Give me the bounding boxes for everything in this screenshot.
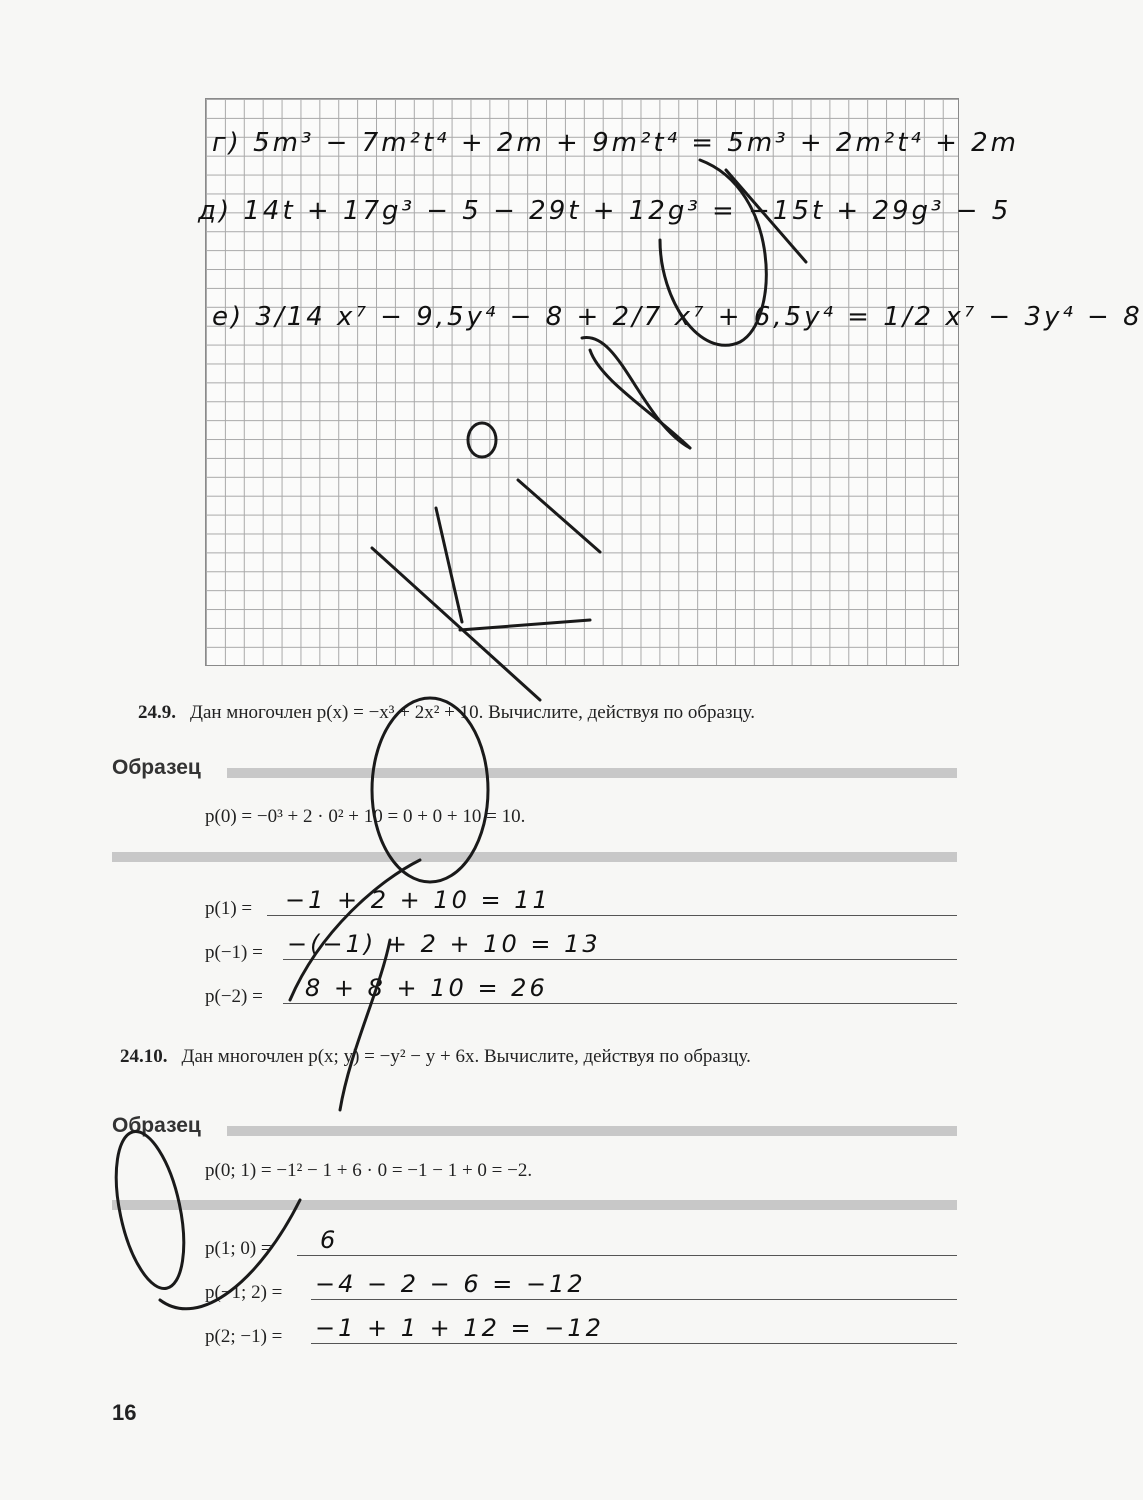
answer-prompt: p(2; −1) = [205,1326,283,1347]
answer-row [205,974,957,1008]
sample-header-24-10 [112,1114,957,1144]
answer-prompt: p(−1; 2) = [205,1282,283,1303]
sample-label: Образец [112,1114,201,1137]
task-text: Дан многочлен p(x) = −x³ + 2x² + 10. Вычислите, действуя по образцу. [190,702,755,723]
answer-row [205,1270,957,1304]
answer-line[interactable] [283,1003,957,1004]
answer-line[interactable] [283,959,957,960]
answer-row [205,1314,957,1348]
answer-row [205,930,957,964]
sample-separator [112,852,957,862]
sample-separator [112,1200,957,1210]
grid-line-g: г) 5m³ − 7m²t⁴ + 2m + 9m²t⁴ = 5m³ + 2m²t⁴ + 2m [212,128,1020,158]
answer-handwritten: −1 + 2 + 10 = 11 [285,886,551,914]
page-number: 16 [112,1400,137,1425]
sample-bar [227,768,957,778]
grid-line-e: е) 3/14 x⁷ − 9,5y⁴ − 8 + 2/7 x⁷ + 6,5y⁴ = 1/2 x⁷ − 3y⁴ − 8 [212,302,1143,332]
task-text: Дан многочлен p(x; y) = −y² − y + 6x. Вычислите, действуя по образцу. [181,1046,751,1067]
answer-prompt: p(1) = [205,898,253,919]
answer-handwritten: 6 [320,1226,339,1254]
sample-24-9: p(0) = −0³ + 2 · 0² + 10 = 0 + 0 + 10 = 10. [205,806,526,827]
answer-prompt: p(1; 0) = [205,1238,272,1259]
sample-24-10: p(0; 1) = −1² − 1 + 6 · 0 = −1 − 1 + 0 = −2. [205,1160,533,1181]
answer-line[interactable] [311,1299,957,1300]
answer-row [205,1226,957,1260]
answer-handwritten: 8 + 8 + 10 = 26 [305,974,548,1002]
answer-handwritten: −(−1) + 2 + 10 = 13 [287,930,601,958]
answer-row [205,886,957,920]
sample-label: Образец [112,756,201,779]
answer-line[interactable] [267,915,957,916]
answer-prompt: p(−1) = [205,942,263,963]
task-number: 24.9. [138,702,176,723]
grid-line-d: д) 14t + 17g³ − 5 − 29t + 12g³ = −15t + 29g³ − 5 [198,196,1012,226]
answer-handwritten: −1 + 1 + 12 = −12 [315,1314,604,1342]
task-number: 24.10. [120,1046,168,1067]
answer-line[interactable] [311,1343,957,1344]
checked-grid [205,98,959,666]
sample-bar [227,1126,957,1136]
task-24-9-statement [138,698,958,728]
answer-handwritten: −4 − 2 − 6 = −12 [315,1270,586,1298]
task-24-10-statement [120,1042,958,1072]
answer-prompt: p(−2) = [205,986,263,1007]
sample-header-24-9 [112,756,957,786]
answer-line[interactable] [297,1255,957,1256]
